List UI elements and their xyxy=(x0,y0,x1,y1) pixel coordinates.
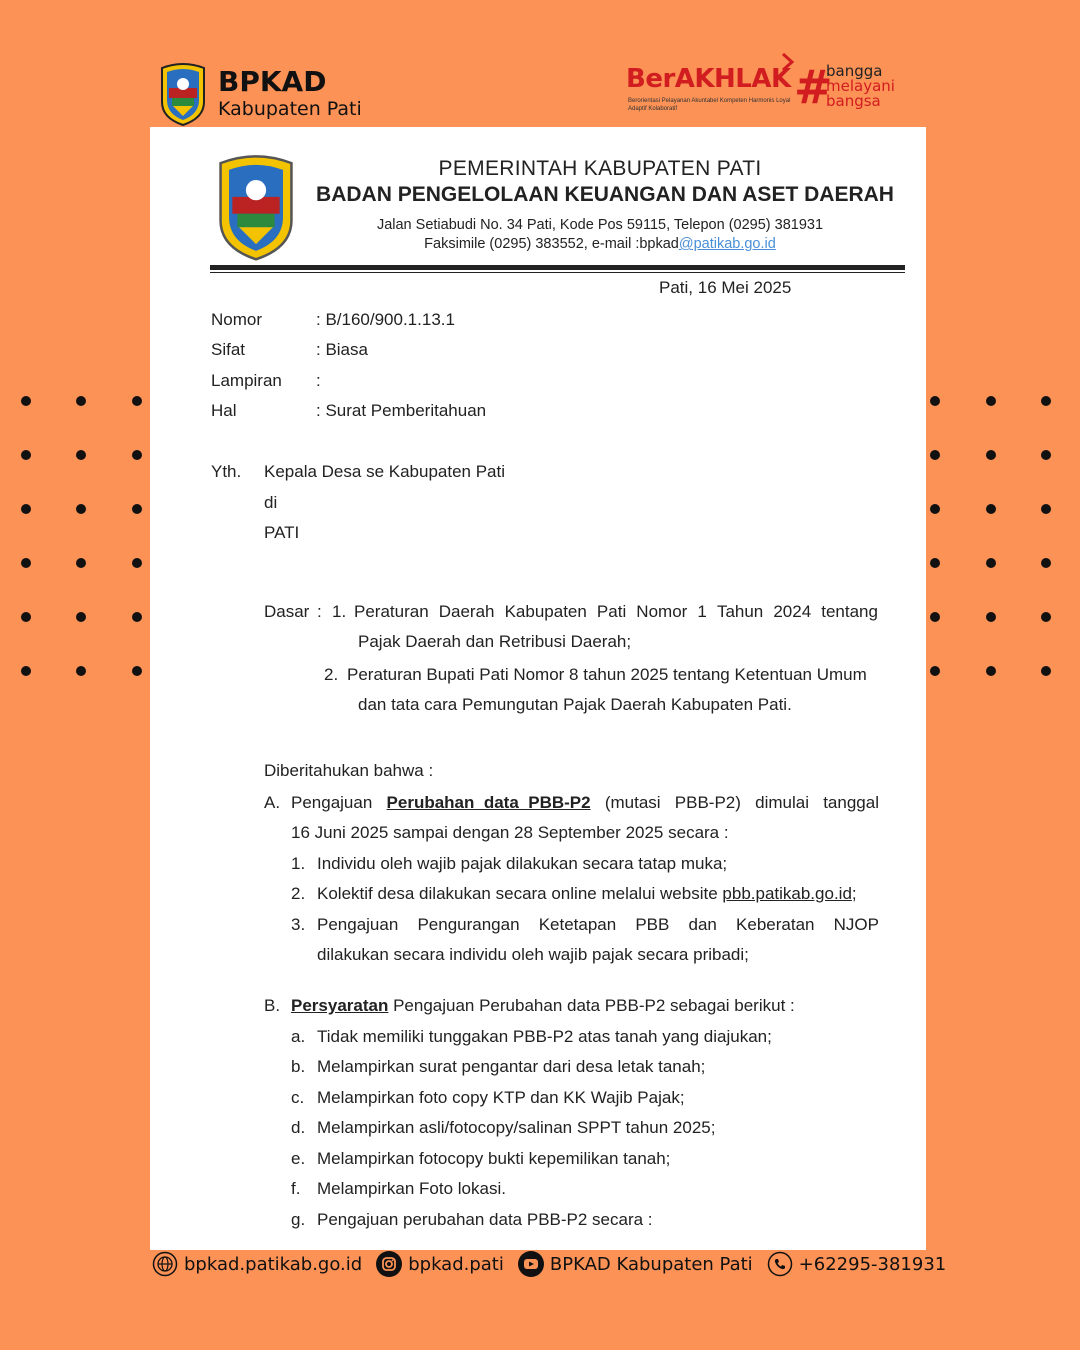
section-b-item-c-num: c. xyxy=(291,1088,305,1107)
section-b-heading-rest: Pengajuan Perubahan data PBB-P2 sebagai berikut : xyxy=(388,996,795,1015)
section-a-item-3-word: Keberatan xyxy=(736,915,815,934)
pati-emblem-icon xyxy=(212,153,300,261)
dot-decoration xyxy=(1041,450,1051,460)
youtube-icon xyxy=(518,1251,544,1277)
dot-decoration xyxy=(76,666,86,676)
footer-youtube[interactable] xyxy=(518,1251,753,1277)
dasar-1-line2: Pajak Daerah dan Retribusi Daerah; xyxy=(358,632,632,651)
recipient-city: PATI xyxy=(264,523,300,542)
dasar-1-word: Peraturan xyxy=(354,602,429,621)
dot-decoration xyxy=(930,504,940,514)
dasar-label: Dasar xyxy=(264,602,310,621)
section-a-item-2-after: ; xyxy=(851,884,857,903)
dot-decoration xyxy=(76,612,86,622)
dot-decoration xyxy=(21,504,31,514)
letterhead-rule-thin xyxy=(210,272,905,273)
meta-value-nomor: : B/160/900.1.13.1 xyxy=(316,310,455,329)
section-a-item-2-text: Kolektif desa dilakukan secara online melalui website xyxy=(317,884,723,903)
dasar-1-word: Nomor xyxy=(636,602,688,621)
footer-contacts xyxy=(152,1249,960,1279)
dot-decoration xyxy=(21,558,31,568)
dot-decoration xyxy=(132,504,142,514)
letterhead-government: PEMERINTAH KABUPATEN PATI xyxy=(438,157,762,180)
dasar-2-line2: dan tata cara Pemungutan Pajak Daerah Kabupaten Pati. xyxy=(358,695,792,714)
berakhlak-word: BerAKHLAK xyxy=(626,64,791,94)
section-a-item-3-word: PBB xyxy=(635,915,670,934)
section-b-item-b-text: Melampirkan surat pengantar dari desa letak tanah; xyxy=(317,1057,706,1076)
website-link[interactable]: pbb.patikab.go.id xyxy=(722,884,852,903)
section-a-item-3-word: dan xyxy=(688,915,717,934)
dot-decoration xyxy=(21,612,31,622)
dot-decoration xyxy=(986,504,996,514)
dot-decoration xyxy=(986,450,996,460)
section-b-item-e-num: e. xyxy=(291,1149,306,1168)
section-b-underlined: Persyaratan xyxy=(291,996,389,1015)
footer-phone-text: +62295-381931 xyxy=(798,1253,947,1275)
section-a-item-1-text: Individu oleh wajib pajak dilakukan secara tatap muka; xyxy=(317,854,728,873)
letterhead-contact xyxy=(300,236,900,252)
meta-value-hal: : Surat Pemberitahuan xyxy=(316,401,487,420)
recipient-prefix: Yth. xyxy=(211,462,242,481)
section-a-word: PBB-P2) xyxy=(674,793,741,812)
slogan-word-1: bangga xyxy=(826,62,883,80)
dasar-1-word: Tahun xyxy=(716,602,764,621)
globe-icon xyxy=(152,1251,178,1277)
section-b-item-a-text: Tidak memiliki tunggakan PBB-P2 atas tanah yang diajukan; xyxy=(317,1027,772,1046)
section-a-line1 xyxy=(291,793,879,813)
section-a-word: tanggal xyxy=(823,793,879,812)
dot-decoration xyxy=(21,450,31,460)
dasar-2-line1: Peraturan Bupati Pati Nomor 8 tahun 2025 tentang Ketentuan Umum xyxy=(347,665,867,684)
dasar-1-num: 1. xyxy=(332,602,347,621)
dot-decoration xyxy=(132,396,142,406)
dot-decoration xyxy=(930,666,940,676)
dot-decoration xyxy=(930,396,940,406)
section-a-word: Pengajuan xyxy=(291,793,373,812)
brand-name: BPKAD xyxy=(218,65,327,98)
footer-website-text: bpkad.patikab.go.id xyxy=(184,1253,363,1275)
pati-emblem-icon xyxy=(158,62,208,126)
section-b-item-a-num: a. xyxy=(291,1027,306,1046)
meta-label-sifat: Sifat xyxy=(211,340,246,359)
dot-decoration xyxy=(132,558,142,568)
dot-decoration xyxy=(76,558,86,568)
dot-decoration xyxy=(1041,612,1051,622)
instagram-icon xyxy=(376,1251,402,1277)
section-a-word: dimulai xyxy=(755,793,809,812)
dasar-1-word: 1 xyxy=(697,602,707,621)
dasar-1-word: Daerah xyxy=(438,602,495,621)
dot-decoration xyxy=(1041,558,1051,568)
section-a-item-2-num: 2. xyxy=(291,884,306,903)
dot-decoration xyxy=(986,396,996,406)
section-b-item-b-num: b. xyxy=(291,1057,306,1076)
section-b-item-g-text: Pengajuan perubahan data PBB-P2 secara : xyxy=(317,1210,653,1229)
berakhlak-tagline: Berorientasi Pelayanan Akuntabel Kompeten Harmonis Loyal Adaptif Kolaboratif xyxy=(628,98,791,112)
meta-value-lampiran: : xyxy=(316,371,321,390)
dot-decoration xyxy=(76,396,86,406)
dot-decoration xyxy=(930,558,940,568)
dot-decoration xyxy=(132,450,142,460)
slogan-word-3: bangsa xyxy=(826,92,881,110)
footer-instagram-text: bpkad.pati xyxy=(408,1253,504,1275)
letterhead-address: Jalan Setiabudi No. 34 Pati, Kode Pos 59115, Telepon (0295) 381931 xyxy=(376,217,824,233)
section-a-item-2 xyxy=(317,884,857,904)
recipient-name: Kepala Desa se Kabupaten Pati xyxy=(264,462,506,481)
section-a-line2: 16 Juni 2025 sampai dengan 28 September 2025 secara : xyxy=(291,823,729,842)
letterhead-rule xyxy=(210,265,905,270)
dasar-1-word: Pati xyxy=(596,602,627,621)
letterhead-email-link[interactable]: @patikab.go.id xyxy=(678,236,776,252)
section-b-item-f-num: f. xyxy=(291,1179,301,1198)
letter-document xyxy=(150,127,926,1250)
dot-decoration xyxy=(76,504,86,514)
meta-label-hal: Hal xyxy=(211,401,237,420)
section-a-item-1-num: 1. xyxy=(291,854,306,873)
letter-date: Pati, 16 Mei 2025 xyxy=(659,278,792,297)
header-brand xyxy=(158,62,362,126)
section-b-item-d-num: d. xyxy=(291,1118,306,1137)
footer-instagram[interactable] xyxy=(376,1251,504,1277)
dot-decoration xyxy=(132,612,142,622)
recipient-di: di xyxy=(264,493,278,512)
dot-decoration xyxy=(132,666,142,676)
dot-decoration xyxy=(986,612,996,622)
dot-decoration xyxy=(986,666,996,676)
dasar-1-word: tentang xyxy=(821,602,878,621)
brand-subtitle: Kabupaten Pati xyxy=(218,98,362,120)
section-a-item-3-line2: dilakukan secara individu oleh wajib pajak secara pribadi; xyxy=(317,945,749,964)
letterhead-fax: Faksimile (0295) 383552, e-mail :bpkad xyxy=(424,236,679,252)
intro-text: Diberitahukan bahwa : xyxy=(264,761,434,780)
dot-decoration xyxy=(930,450,940,460)
section-a-letter: A. xyxy=(264,793,281,812)
section-a-item-3-word: Pengajuan xyxy=(317,915,399,934)
section-b-letter: B. xyxy=(264,996,281,1015)
slogan-word-2: melayani xyxy=(826,77,895,95)
section-b-item-c-text: Melampirkan foto copy KTP dan KK Wajib Pajak; xyxy=(317,1088,685,1107)
section-a-item-3-word: Pengurangan xyxy=(417,915,520,934)
section-b-item-g-num: g. xyxy=(291,1210,306,1229)
berakhlak-logo xyxy=(626,56,906,116)
dot-decoration xyxy=(1041,666,1051,676)
dasar-1-word: 2024 xyxy=(773,602,812,621)
section-a-item-3-word: NJOP xyxy=(833,915,879,934)
meta-label-lampiran: Lampiran xyxy=(211,371,282,390)
dasar-2-num: 2. xyxy=(324,665,339,684)
meta-value-sifat: : Biasa xyxy=(316,340,368,359)
footer-phone[interactable] xyxy=(767,1251,947,1277)
dot-decoration xyxy=(76,450,86,460)
section-a-item-3-word: Ketetapan xyxy=(538,915,617,934)
letterhead-agency: BADAN PENGELOLAAN KEUANGAN DAN ASET DAERAH xyxy=(316,183,894,206)
dot-decoration xyxy=(1041,396,1051,406)
section-b-heading xyxy=(291,996,795,1016)
section-b-item-e-text: Melampirkan fotocopy bukti kepemilikan tanah; xyxy=(317,1149,671,1168)
dasar-colon: : xyxy=(317,602,322,621)
dot-decoration xyxy=(1041,504,1051,514)
section-a-item-3-num: 3. xyxy=(291,915,306,934)
dot-decoration xyxy=(986,558,996,568)
footer-website[interactable] xyxy=(152,1251,362,1277)
dasar-1-line1 xyxy=(354,602,878,622)
section-b-item-f-text: Melampirkan Foto lokasi. xyxy=(317,1179,506,1198)
dasar-1-word: Kabupaten xyxy=(504,602,587,621)
hashtag-symbol: # xyxy=(794,60,833,114)
section-a-item-3-line1 xyxy=(317,915,879,935)
dot-decoration xyxy=(21,396,31,406)
footer-youtube-text: BPKAD Kabupaten Pati xyxy=(549,1253,753,1275)
section-a-word: (mutasi xyxy=(604,793,661,812)
slogan xyxy=(826,64,895,109)
dot-decoration xyxy=(21,666,31,676)
meta-label-nomor: Nomor xyxy=(211,310,263,329)
section-a-underlined: Perubahan data PBB-P2 xyxy=(386,793,591,812)
section-b-item-d-text: Melampirkan asli/fotocopy/salinan SPPT tahun 2025; xyxy=(317,1118,716,1137)
phone-icon xyxy=(767,1251,793,1277)
dot-decoration xyxy=(930,612,940,622)
